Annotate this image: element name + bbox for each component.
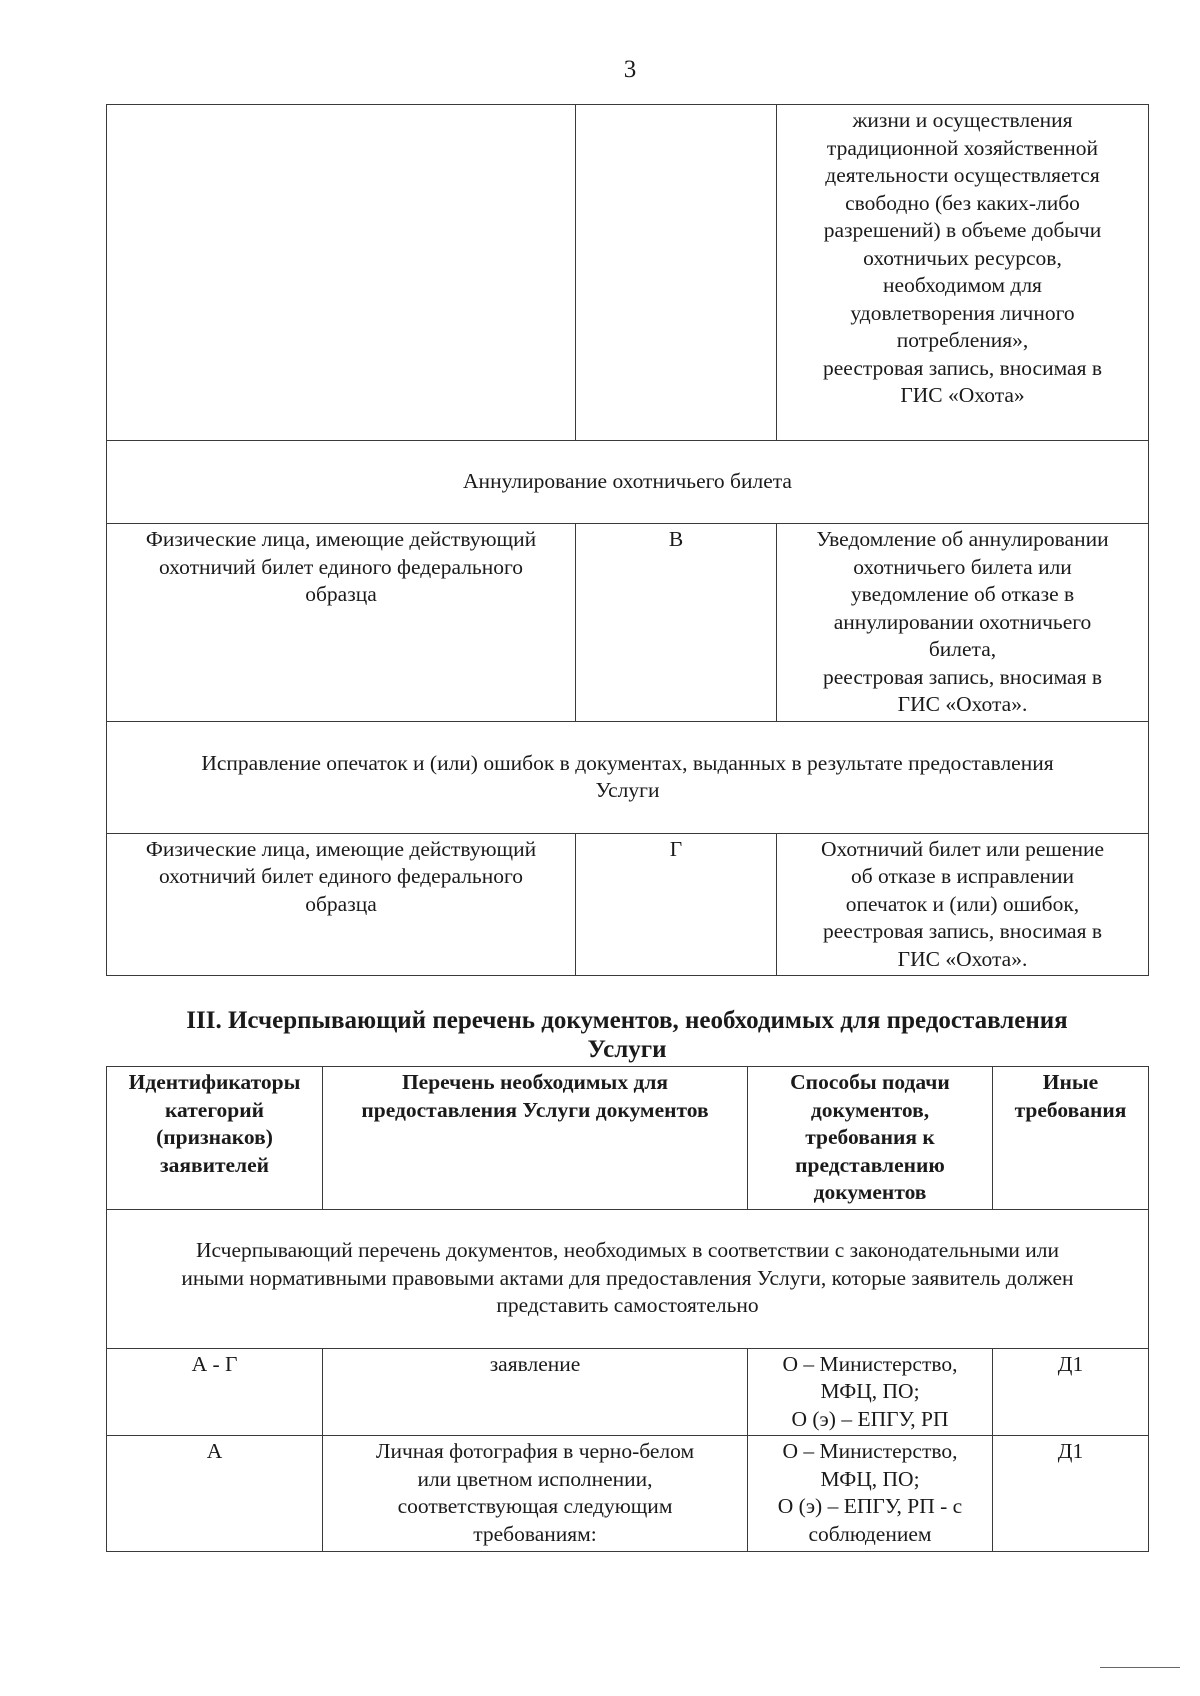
category-code-cell: В	[576, 524, 777, 722]
table-row	[107, 441, 1149, 524]
table-row	[107, 1209, 1149, 1348]
documents-table	[106, 1066, 1149, 1552]
result-cell: Уведомление об аннулировании охотничьего билета или уведомление об отказе в аннулировании охотничьего билета, реестровая запись, вносимая в ГИС «Охота».	[777, 524, 1149, 722]
other-requirements-cell: Д1	[993, 1348, 1149, 1436]
applicant-category-cell: Физические лица, имеющие действующий охотничий билет единого федерального образца	[107, 524, 576, 722]
category-id-cell: А	[107, 1436, 323, 1552]
scan-artifact-line	[1100, 1667, 1180, 1668]
submission-method-cell: О – Министерство, МФЦ, ПО; О (э) – ЕПГУ, РП - с соблюдением	[748, 1436, 993, 1552]
document-cell: заявление	[323, 1348, 748, 1436]
column-header: Перечень необходимых для предоставления Услуги документов	[323, 1067, 748, 1210]
category-code-cell: Г	[576, 833, 777, 976]
section-title: III. Исчерпывающий перечень документов, необходимых для предоставления Услуги	[186, 1007, 1068, 1063]
category-code-cell	[576, 105, 777, 441]
page-number: 3	[623, 56, 637, 83]
subservice-heading: Аннулирование охотничьего билета	[107, 441, 1149, 524]
table-row	[107, 524, 1149, 722]
table-header-row	[107, 1067, 1149, 1210]
table-row	[107, 1436, 1149, 1552]
column-header: Способы подачи документов, требования к представлению документов	[748, 1067, 993, 1210]
table-row	[107, 105, 1149, 441]
submission-method-cell: О – Министерство, МФЦ, ПО; О (э) – ЕПГУ, РП	[748, 1348, 993, 1436]
table-row	[107, 721, 1149, 833]
document-cell: Личная фотография в черно-белом или цветном исполнении, соответствующая следующим требованиям:	[323, 1436, 748, 1552]
applicant-result-table	[106, 104, 1149, 976]
other-requirements-cell: Д1	[993, 1436, 1149, 1552]
category-id-cell: А - Г	[107, 1348, 323, 1436]
applicant-category-cell	[107, 105, 576, 441]
subservice-heading: Исправление опечаток и (или) ошибок в документах, выданных в результате предоставления Услуги	[107, 721, 1149, 833]
result-cell: Охотничий билет или решение об отказе в исправлении опечаток и (или) ошибок, реестровая запись, вносимая в ГИС «Охота».	[777, 833, 1149, 976]
applicant-category-cell: Физические лица, имеющие действующий охотничий билет единого федерального образца	[107, 833, 576, 976]
table-row	[107, 1348, 1149, 1436]
table-row	[107, 833, 1149, 976]
column-header: Иные требования	[993, 1067, 1149, 1210]
result-cell: жизни и осуществления традиционной хозяйственной деятельности осуществляется свободно (без каких-либо разрешений) в объеме добычи охотничьих ресурсов, необходимом для удовлетворения личного потребления», реестровая запись, вносимая в ГИС «Охота»	[777, 105, 1149, 441]
column-header: Идентификаторы категорий (признаков) заявителей	[107, 1067, 323, 1210]
documents-list-heading: Исчерпывающий перечень документов, необходимых в соответствии с законодательными или иными нормативными правовыми актами для предоставления Услуги, которые заявитель должен представить самостоятельно	[107, 1209, 1149, 1348]
